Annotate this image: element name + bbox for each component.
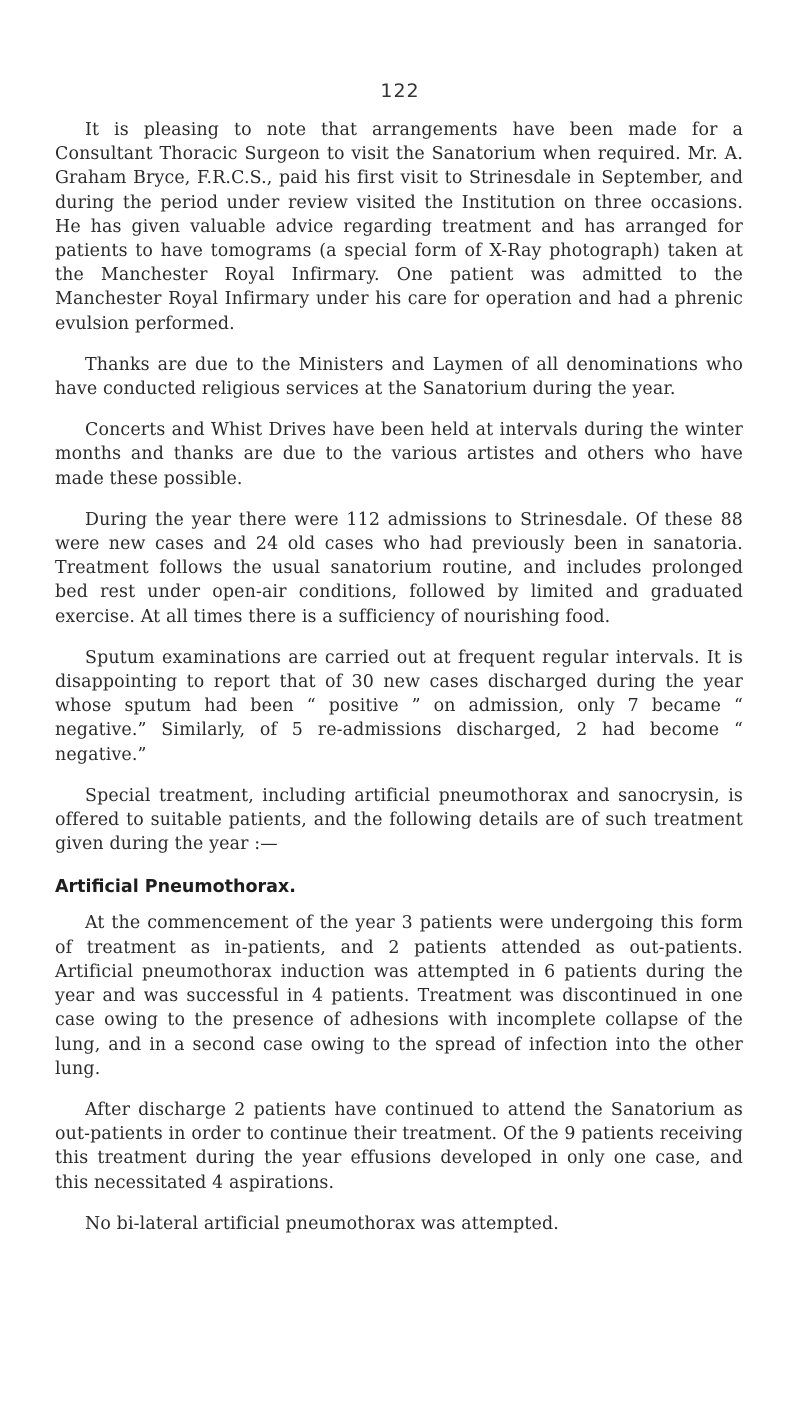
section-heading: Artificial Pneumothorax. [55, 877, 296, 898]
paragraph-concerts: Concerts and Whist Drives have been held at intervals during the winter months and thanks are due to the various artistes and others who have made these possible. [55, 420, 743, 489]
paragraph-consultant-surgeon: It is pleasing to note that arrangements have been made for a Consultant Thoracic Surgeon to visit the Sanatorium when required. Mr. A. Graham Bryce, F.R.C.S., paid his first visit to Strinesdale in September, and during the period under review visited the Institution on three occasions. He has given valuable advice regarding treatment and has arranged for patients to have tomograms (a special form of X-Ray photograph) taken at the Manchester Royal Infirmary. One patient was admitted to the Manchester Royal Infirmary under his care for operation and had a phrenic evulsion performed. [55, 120, 743, 334]
document-body [55, 118, 743, 1253]
page-number: 122 [380, 80, 420, 102]
paragraph-bilateral: No bi-lateral artificial pneumothorax was attempted. [85, 1213, 559, 1234]
paragraph-admissions: During the year there were 112 admissions to Strinesdale. Of these 88 were new cases and 24 old cases who had previously been in sanatoria. Treatment follows the usual sanatorium routine, and includes prolonged bed rest under open-air conditions, followed by limited and graduated exercise. At all times there is a sufficiency of nourishing food. [55, 509, 743, 627]
paragraph-after-discharge: After discharge 2 patients have continued to attend the Sanatorium as out-patients in order to continue their treatment. Of the 9 patients receiving this treatment during the year effusions developed in only one case, and this necessitated 4 aspirations. [55, 1099, 743, 1193]
paragraph-religious-services: Thanks are due to the Ministers and Laymen of all denominations who have conducted religious services at the Sanatorium during the year. [55, 354, 743, 400]
paragraph-commencement: At the commencement of the year 3 patients were undergoing this form of treatment as in-patients, and 2 patients attended as out-patients. Artificial pneumothorax induction was attempted in 6 patients during the year and was successful in 4 patients. Treatment was discontinued in one case owing to the presence of adhesions with incomplete collapse of the lung, and in a second case owing to the spread of infection into the other lung. [55, 913, 743, 1079]
paragraph-special-treatment: Special treatment, including artificial pneumothorax and sanocrysin, is offered to suitable patients, and the following details are of such treatment given during the year :— [55, 785, 743, 855]
paragraph-sputum-examinations: Sputum examinations are carried out at frequent regular intervals. It is disappointing to report that of 30 new cases discharged during the year whose sputum had been “ positive ” on admission, only 7 became “ negative.” Similarly, of 5 re-admissions discharged, 2 had become “ negative.” [55, 647, 743, 765]
